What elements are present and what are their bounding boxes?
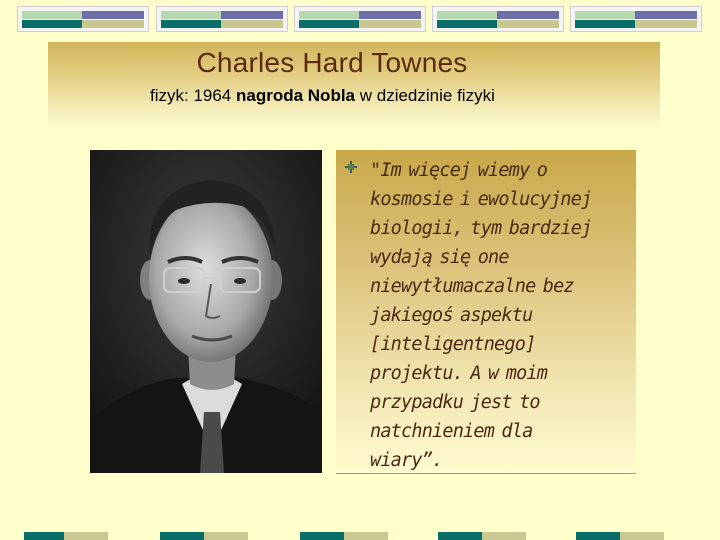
slide-subtitle <box>150 86 670 106</box>
subtitle-suffix: w dziedzinie fizyki <box>355 86 495 105</box>
top-bar-tile-2 <box>156 6 288 32</box>
portrait-photo-icon <box>90 150 322 473</box>
slide-title: Charles Hard Townes <box>196 47 468 78</box>
bottom-decorative-bar <box>0 532 720 540</box>
subtitle-prefix: fizyk: 1964 <box>150 86 236 105</box>
portrait-photo <box>90 150 322 473</box>
top-bar-tile-5 <box>570 6 702 32</box>
subtitle-bold: nagroda Nobla <box>236 86 356 105</box>
quote-text: "Im więcej wiemy o kosmosie i ewolucyjnej biologii, tym bardziej wydają się one niewytłumaczalne bez jakiegoś aspektu [inteligentnego] projektu. A w moim przypadku jest to natchnieniem dla wiary”. <box>370 160 592 471</box>
bullet-marker-icon <box>344 160 358 174</box>
top-bar-tile-1 <box>17 6 149 32</box>
quote-box <box>336 150 636 474</box>
top-bar-tile-3 <box>294 6 426 32</box>
top-decorative-bar <box>0 0 720 40</box>
top-bar-tile-4 <box>432 6 564 32</box>
